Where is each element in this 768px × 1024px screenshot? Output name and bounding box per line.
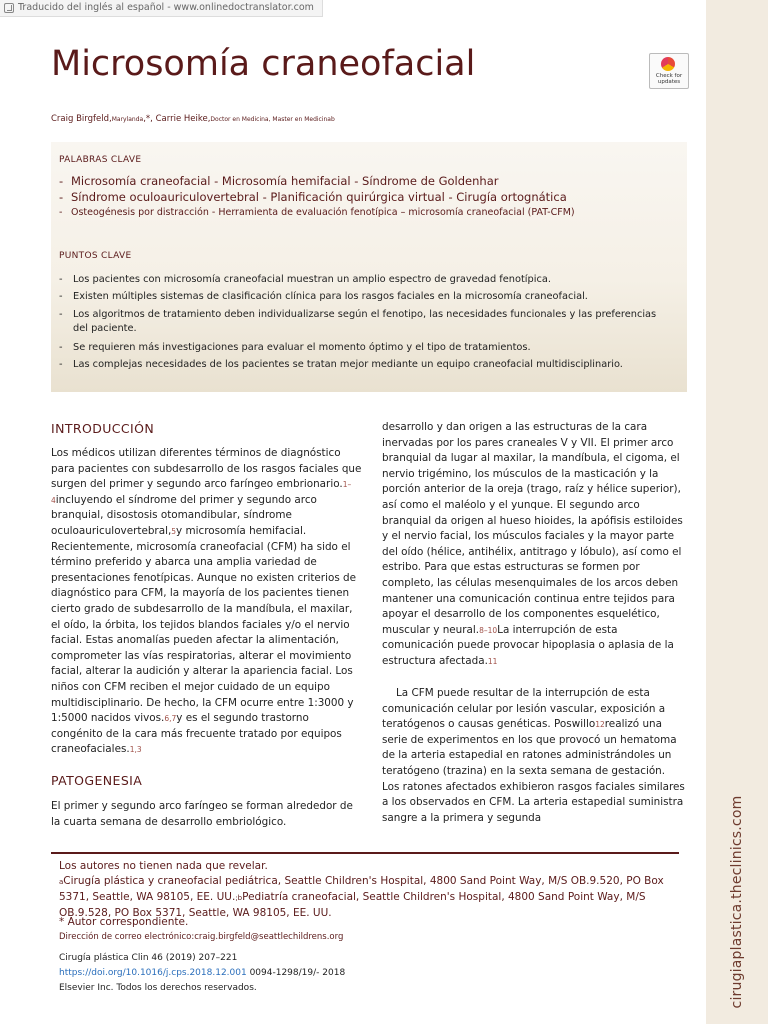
check-updates-icon: [661, 57, 675, 71]
author-line: [51, 114, 335, 124]
sidebar-url-text: cirugiaplastica.theclinics.com: [729, 795, 745, 1009]
author-2: Carrie Heike,: [155, 114, 211, 124]
author-1-mark: ,*,: [143, 114, 156, 124]
pathogenesis-heading: PATOGENESIA: [51, 773, 143, 788]
introduction-heading: INTRODUCCIÓN: [51, 421, 155, 436]
key-point: - Las complejas necesidades de los pacientes se tratan mejor mediante un equipo craneofacial multidisciplinario.: [59, 359, 623, 370]
citation-ref: 1–4: [51, 480, 352, 505]
key-point: - Se requieren más investigaciones para evaluar el momento óptimo y el tipo de tratamientos.: [59, 342, 531, 353]
author-1-affiliation: Marylanda: [111, 116, 144, 123]
right-column-paragraph-2: La CFM puede resultar de la interrupción de esta comunicación celular por lesión vascular, exposición a teratógenos o causas genéticas. Poswillo12realizó una serie de experimentos en los que provocó un hematoma de la arteria estapedial en ratones administrándoles un teratógeno (trazina) en la sexta semana de gestación. Los ratones afectados exhibieron rasgos faciales similares a los observados en CFM. La arteria estapedial suministra sangre a la primera y segunda: [382, 687, 685, 824]
pathogenesis-paragraph: El primer y segundo arco faríngeo se forman alrededor de la cuarta semana de desarrollo embriológico.: [51, 800, 353, 828]
article-title: Microsomía craneofacial: [51, 44, 476, 84]
affiliations-note: aCirugía plástica y craneofacial pediátrica, Seattle Children's Hospital, 4800 Sand Point Way, M/S OB.9.520, PO Box 5371, Seattle, WA 98105, EE. UU.;bPediatría craneofacial, Seattle Children's Hospital, 4800 Sand Point Way, M/S OB.9.528, PO Box 5371, Seattle, WA 98105, EE. UU.: [59, 875, 664, 919]
doi-link[interactable]: https://doi.org/10.1016/j.cps.2018.12.001: [59, 968, 247, 978]
check-for-updates-button[interactable]: [649, 53, 689, 89]
citation-ref: 6,7: [164, 714, 177, 724]
sidebar-journal-url[interactable]: [706, 0, 768, 1024]
corresponding-author-note: * Autor correspondiente.: [59, 916, 189, 928]
translator-banner-text: Traducido del inglés al español - www.onlinedoctranslator.com: [18, 2, 314, 13]
journal-citation: Cirugía plástica Clin 46 (2019) 207–221 https://doi.org/10.1016/j.cps.2018.12.001 0094-1298/19/- 2018 Elsevier Inc. Todos los derechos reservados.: [59, 953, 346, 993]
citation-ref: 1,3: [129, 745, 142, 755]
keyword-line: - Osteogénesis por distracción - Herramienta de evaluación fenotípica – microsomía craneofacial (PAT-CFM): [59, 207, 575, 218]
email-note[interactable]: Dirección de correo electrónico:craig.birgfeld@seattlechildrens.org: [59, 932, 344, 942]
introduction-paragraph: Los médicos utilizan diferentes términos de diagnóstico para pacientes con subdesarrollo de los rasgos faciales que surgen del primer y segundo arco faríngeo embrionario.1–4incluyendo el síndrome del primer y segundo arco branquial, disostosis otomandibular, síndrome oculoauriculovertebral,5y microsomía hemifacial. Recientemente, microsomía craneofacial (CFM) ha sido el término preferido y abarca una amplia variedad de presentaciones fenotípicas. Aunque no existen criterios de diagnóstico para CFM, la mayoría de los pacientes tienen cierto grado de subdesarrollo de la mandíbula, el maxilar, el oído, la órbita, los tejidos blandos faciales y/o el nervio facial. Estas anomalías pueden afectar la alimentación, comprometer las vías respiratorias, alterar el movimiento facial, alterar la audición y alterar la apariencia facial. Los niños con CFM reciben el mejor cuidado de un equipo multidisciplinario. De hecho, la CFM ocurre entre 1:3000 y 1:5000 nacidos vivos.6,7y es el segundo trastorno congénito de la cara más frecuente tratado por equipos craneofaciales.1,3: [51, 447, 362, 756]
key-points-heading: PUNTOS CLAVE: [59, 251, 132, 261]
keyword-line: - Microsomía craneofacial - Microsomía hemifacial - Síndrome de Goldenhar: [59, 174, 499, 188]
keyword-line: - Síndrome oculoauriculovertebral - Planificación quirúrgica virtual - Cirugía ortognática: [59, 190, 567, 204]
external-link-icon: [4, 3, 14, 13]
key-point: - Los algoritmos de tratamiento deben individualizarse según el fenotipo, las necesidades funcionales y las preferencias del paciente.: [59, 309, 657, 334]
disclosure-note: Los autores no tienen nada que revelar.: [59, 860, 268, 872]
right-column-paragraph-1: desarrollo y dan origen a las estructuras de la cara inervadas por los pares craneales V y VII. El primer arco branquial da lugar al maxilar, la mandíbula, el cigoma, el nervio trigémino, los músculos de la masticación y la porción anterior de la oreja (trago, raíz y hélice superior), así como el maléolo y el yunque. El segundo arco branquial da origen al hueso hioides, la apófisis estiloides y el nervio facial, los músculos faciales y la mayor parte del oído (hélice, antihélix, antitrago y lóbulo), así como el estribo. Para que estas estructuras se formen por completo, las células mesenquimales de los arcos deben mantener una comunicación continua entre tejidos para apoyar el desarrollo de los componentes esquelético, muscular y neural.8–10La interrupción de esta comunicación puede provocar hipoplasia o aplasia de la estructura afectada.11: [382, 421, 683, 667]
author-2-affiliation: Doctor en Medicina, Master en Medicinab: [210, 116, 335, 123]
author-1: Craig Birgfeld,: [51, 114, 112, 124]
keywords-heading: PALABRAS CLAVE: [59, 155, 142, 165]
check-updates-label: Check for updates: [655, 73, 683, 85]
footnote-divider: [51, 852, 679, 854]
citation-ref: 12: [595, 720, 605, 730]
translator-banner[interactable]: [0, 0, 323, 17]
citation-ref: 8–10: [479, 625, 498, 635]
key-point: - Existen múltiples sistemas de clasificación clínica para los rasgos faciales en la microsomía craneofacial.: [59, 291, 588, 302]
citation-ref: 5: [171, 526, 177, 536]
key-point: - Los pacientes con microsomía craneofacial muestran un amplio espectro de gravedad fenotípica.: [59, 274, 551, 285]
citation-ref: 11: [487, 656, 498, 666]
